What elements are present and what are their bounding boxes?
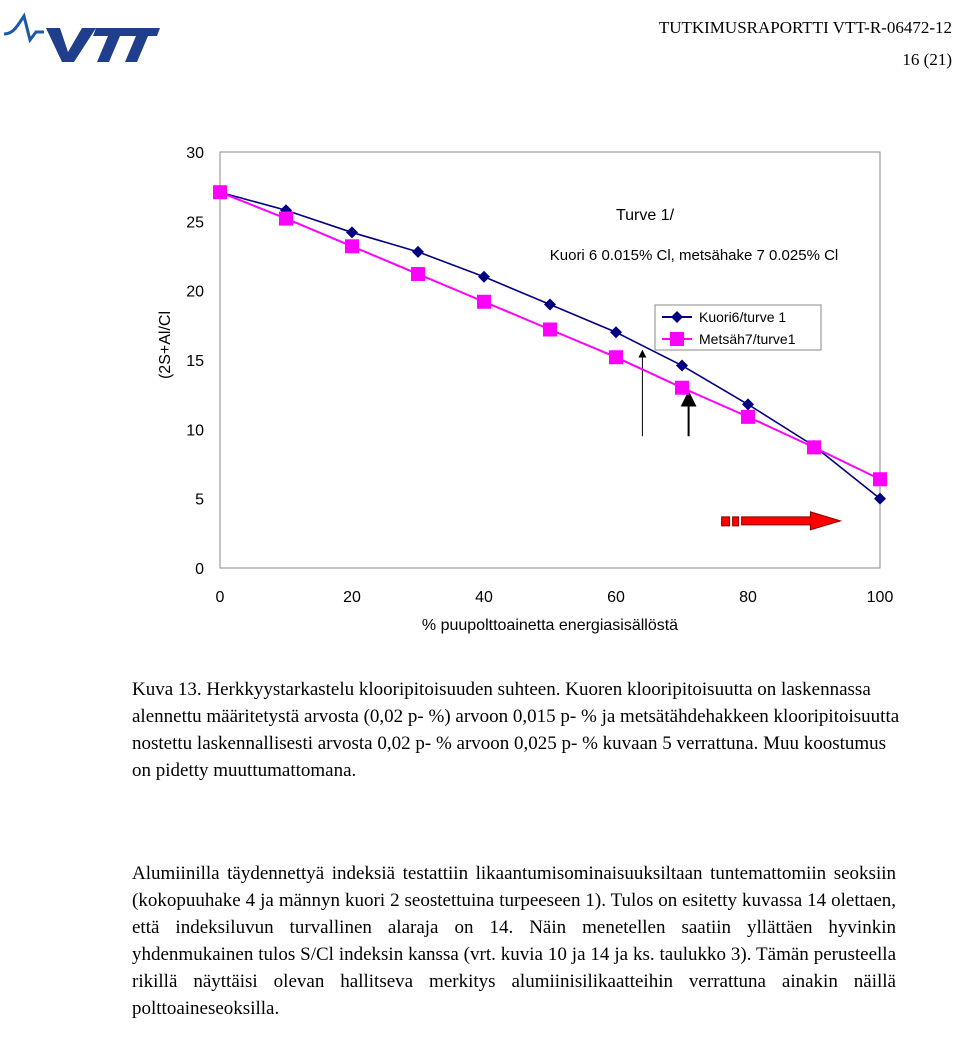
legend-swatch-marker — [670, 332, 684, 346]
y-axis-label: (2S+Al/Cl — [157, 310, 174, 380]
chart-subtitle: Kuori 6 0.015% Cl, metsähake 7 0.025% Cl — [549, 247, 839, 264]
x-tick-label: 60 — [607, 589, 625, 606]
plot-frame — [220, 152, 880, 568]
data-point — [346, 226, 358, 238]
x-tick-label: 80 — [739, 589, 757, 606]
arrow-tail-block — [733, 517, 739, 526]
data-point — [279, 212, 293, 226]
y-tick-label: 10 — [186, 422, 204, 440]
data-point — [873, 472, 887, 486]
horizontal-arrow — [742, 512, 841, 530]
legend-entry: Metsäh7/turve1 — [699, 331, 796, 347]
chart-title: Turve 1/ — [615, 207, 675, 224]
legend — [655, 305, 821, 350]
arrow-tail-block — [722, 517, 730, 526]
x-tick-label: 40 — [475, 589, 493, 606]
y-tick-labels — [186, 145, 204, 578]
plot-area — [220, 152, 880, 568]
vtt-logo — [4, 6, 160, 66]
x-tick-label: 20 — [343, 589, 361, 606]
y-tick-label: 30 — [186, 145, 204, 162]
legend-entry: Kuori6/turve 1 — [699, 309, 787, 325]
report-id: TUTKIMUSRAPORTTI VTT-R-06472-12 — [658, 18, 952, 37]
y-tick-label: 25 — [186, 214, 204, 232]
data-point — [213, 185, 227, 199]
x-axis-label: % puupolttoainetta energiasisällöstä — [421, 617, 679, 634]
figure-caption: Kuva 13. Herkkyystarkastelu klooripitoisuuden suhteen. Kuoren klooripitoisuutta on laskennassa alennettu määritetystä arvosta (0,02 p- %) arvoon 0,015 p- % ja metsätähdehakkeen klooripitoisuutta nostettu laskennallisesti arvosta 0,02 p- % arvoon 0,025 p- % kuvaan 5 verrattuna. Muu koostumus on pidetty muuttumattomana. — [132, 679, 900, 781]
page-number: 16 (21) — [902, 50, 952, 69]
logo-wave-icon — [4, 16, 44, 40]
y-tick-label: 15 — [186, 353, 204, 370]
data-point — [676, 360, 688, 372]
y-tick-label: 0 — [195, 561, 204, 578]
data-point — [345, 239, 359, 253]
x-tick-label: 0 — [215, 589, 225, 606]
data-point — [544, 299, 556, 311]
data-point — [675, 381, 689, 395]
y-tick-label: 20 — [186, 283, 204, 301]
body-paragraph: Alumiinilla täydennettyä indeksiä testattiin likaantumisominaisuuksiltaan tuntemattomiin seoksiin (kokopuuhake 4 ja männyn kuori 2 seostettuina turpeeseen 1). Tulos on esitetty kuvassa 14 olettaen, että indeksiluvun turvallinen alaraja on 14. Näin menetellen saatiin yllättäen hyvinkin yhdenmukainen tulos S/Cl indeksin kanssa (vrt. kuvia 10 ja 14 ja ks. taulukko 3). Tämän perusteella rikillä näyttäisi olevan hallitseva merkitys alumiinisilikaatteihin verrattuna ainakin näillä polttoaineseoksilla. — [132, 863, 896, 1019]
x-tick-labels — [216, 589, 894, 606]
y-tick-label: 5 — [195, 491, 204, 509]
data-point — [411, 267, 425, 281]
data-point — [478, 271, 490, 283]
data-point — [477, 295, 491, 309]
x-tick-label: 100 — [866, 589, 894, 606]
chart — [0, 130, 960, 650]
data-point — [742, 398, 754, 410]
data-point — [543, 322, 557, 336]
data-point — [610, 326, 622, 338]
data-point — [741, 410, 755, 424]
data-point — [807, 440, 821, 454]
data-point — [609, 350, 623, 364]
data-point — [412, 246, 424, 258]
